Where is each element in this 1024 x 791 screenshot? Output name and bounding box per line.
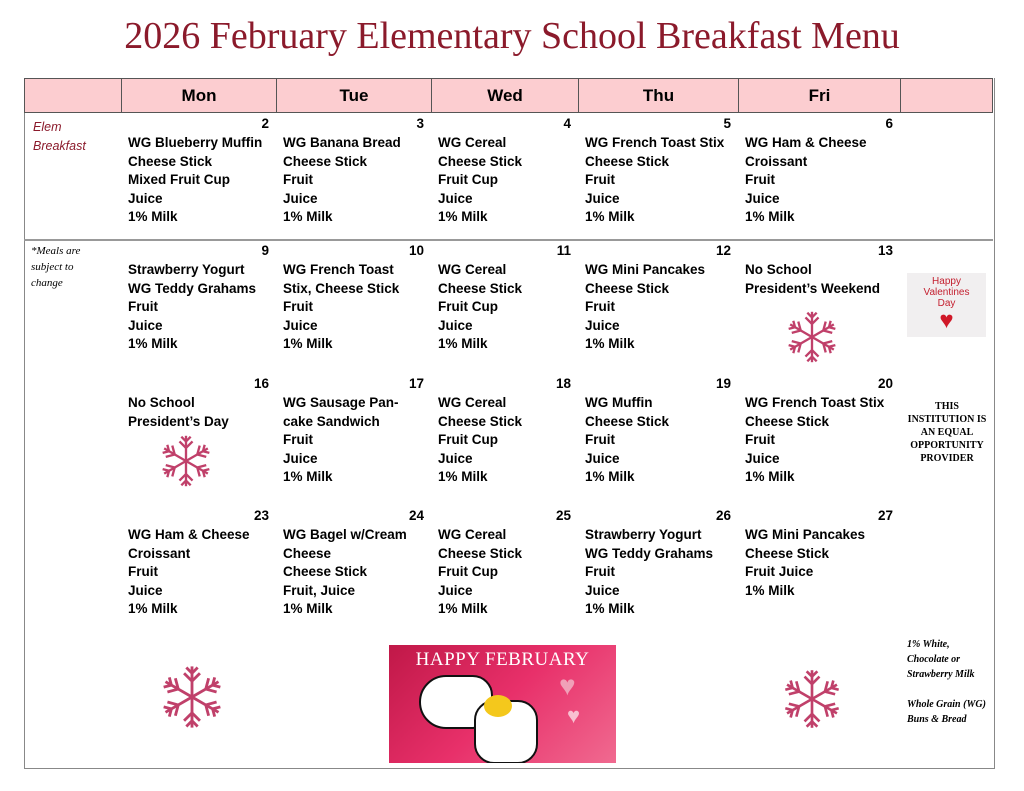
menu-item: WG Cereal <box>438 262 507 277</box>
menu-item: WG Teddy Grahams <box>585 545 714 561</box>
menu-item: WG French Toast Stix <box>585 135 725 150</box>
day-number: 9 <box>261 243 269 258</box>
menu-item: Juice <box>585 450 620 466</box>
day-number: 6 <box>885 116 893 131</box>
menu-item: Croissant <box>128 545 191 561</box>
menu-item: Fruit Cup <box>438 172 498 188</box>
heart-icon: ♥ <box>567 703 581 728</box>
menu-item: 1% Milk <box>745 209 795 225</box>
menu-item: 1% Milk <box>283 469 333 485</box>
menu-item: WG Cereal <box>438 395 507 410</box>
menu-item: Juice <box>745 190 780 206</box>
day-cell <box>430 508 577 619</box>
banner-text: HAPPY FEBRUARY <box>415 649 590 670</box>
menu-item: Fruit Cup <box>438 299 498 315</box>
menu-item: 1% Milk <box>438 601 488 617</box>
day-number: 10 <box>408 243 424 258</box>
menu-item: Cheese Stick <box>745 545 830 561</box>
menu-item: WG Cereal <box>438 527 507 542</box>
menu-item: Juice <box>438 582 473 598</box>
menu-item: 1% Milk <box>128 209 178 225</box>
menu-item: President’s Day <box>128 413 229 429</box>
menu-item: Fruit, Juice <box>283 582 356 598</box>
menu-item: 1% Milk <box>283 209 333 225</box>
menu-item: Croissant <box>745 153 808 169</box>
header-mon: Mon <box>121 79 276 112</box>
day-number: 13 <box>877 243 893 258</box>
day-number: 25 <box>555 508 571 523</box>
menu-item: Fruit Cup <box>438 432 498 448</box>
menu-item: Cheese Stick <box>128 153 213 169</box>
menu-item: Juice <box>585 582 620 598</box>
day-number: 27 <box>877 508 893 523</box>
milk-note: 1% White, Chocolate or Strawberry Milk <box>907 639 975 680</box>
menu-item: Cheese Stick <box>745 413 830 429</box>
day-number: 19 <box>715 376 731 391</box>
day-number: 16 <box>253 376 269 391</box>
day-cell <box>577 376 737 487</box>
heart-icon: ♥ <box>939 307 954 334</box>
day-number: 3 <box>416 116 424 131</box>
menu-item: Fruit <box>745 172 775 188</box>
menu-item: Juice <box>283 190 318 206</box>
day-number: 4 <box>563 116 571 131</box>
menu-item: Fruit <box>283 432 313 448</box>
menu-item: WG Sausage Pan- <box>283 395 399 410</box>
menu-item: Strawberry Yogurt <box>585 527 702 542</box>
valentine-text: Day <box>937 298 956 309</box>
day-number: 11 <box>556 243 571 258</box>
day-cell <box>120 243 275 354</box>
menu-item: 1% Milk <box>585 601 635 617</box>
day-cell <box>275 116 430 227</box>
week-divider <box>24 239 993 241</box>
day-cell <box>275 508 430 619</box>
woodstock-figure <box>484 695 512 717</box>
menu-item: Juice <box>585 317 620 333</box>
menu-item: 1% Milk <box>585 209 635 225</box>
day-number: 20 <box>877 376 893 391</box>
menu-item: WG Cereal <box>438 135 507 150</box>
day-cell <box>737 243 899 298</box>
happy-february-image <box>389 645 616 763</box>
menu-item: Stix, Cheese Stick <box>283 280 400 296</box>
header-blank <box>900 79 993 112</box>
day-cell <box>737 116 899 227</box>
valentine-text: Happy <box>932 276 961 287</box>
day-number: 24 <box>408 508 424 523</box>
menu-item: Juice <box>438 190 473 206</box>
menu-item: Juice <box>585 190 620 206</box>
day-cell <box>430 243 577 354</box>
menu-item: Cheese Stick <box>585 413 670 429</box>
menu-item: Mixed Fruit Cup <box>128 172 230 188</box>
menu-item: Cheese Stick <box>283 564 368 580</box>
valentines-image <box>907 273 986 337</box>
menu-item: Fruit <box>585 299 615 315</box>
menu-item: WG Blueberry Muffin <box>128 135 263 150</box>
menu-item: Cheese Stick <box>438 545 523 561</box>
day-header-row <box>24 78 993 113</box>
menu-item: 1% Milk <box>128 601 178 617</box>
menu-item: Juice <box>128 190 163 206</box>
menu-item: President’s Weekend <box>745 280 881 296</box>
menu-item: 1% Milk <box>283 601 333 617</box>
menu-item: Juice <box>438 450 473 466</box>
row-label-line1: Elem <box>33 120 62 134</box>
menu-item: WG Banana Bread <box>283 135 401 150</box>
menu-item: Juice <box>128 582 163 598</box>
snowflake-icon <box>158 662 226 732</box>
menu-item: Juice <box>283 450 318 466</box>
valentine-text: Valentines <box>923 287 970 298</box>
menu-item: 1% Milk <box>745 469 795 485</box>
menu-item: Fruit <box>585 432 615 448</box>
menu-item: Fruit <box>585 564 615 580</box>
menu-item: 1% Milk <box>128 336 178 352</box>
menu-item: WG Ham & Cheese <box>745 135 867 150</box>
menu-item: Fruit Cup <box>438 564 498 580</box>
menu-item: Fruit <box>283 172 313 188</box>
menu-item: Cheese Stick <box>585 153 670 169</box>
menu-item: 1% Milk <box>438 336 488 352</box>
day-cell <box>275 376 430 487</box>
snowflake-icon <box>780 666 844 732</box>
snowflake-icon <box>158 430 214 492</box>
day-cell <box>120 508 275 619</box>
snowflake-icon <box>784 306 840 368</box>
menu-item: 1% Milk <box>745 582 795 598</box>
menu-item: Fruit <box>128 564 158 580</box>
day-cell <box>430 116 577 227</box>
day-cell <box>737 508 899 600</box>
meals-note: *Meals are subject to change <box>31 245 81 289</box>
equal-opportunity-statement: THIS INSTITUTION IS AN EQUAL OPPORTUNITY PROVIDER <box>907 401 987 464</box>
page-title: 2026 February Elementary School Breakfast Menu <box>124 15 900 57</box>
day-number: 2 <box>261 116 269 131</box>
menu-item: Fruit <box>585 172 615 188</box>
grain-note: Whole Grain (WG) Buns & Bread <box>907 699 986 725</box>
menu-item: Cheese Stick <box>438 413 523 429</box>
header-fri: Fri <box>738 79 900 112</box>
menu-item: WG Bagel w/Cream <box>283 527 407 542</box>
menu-item: WG Mini Pancakes <box>585 262 706 277</box>
menu-item: Juice <box>745 450 780 466</box>
menu-item: Juice <box>283 317 318 333</box>
day-cell <box>577 243 737 354</box>
day-number: 23 <box>253 508 269 523</box>
day-cell <box>275 243 430 354</box>
menu-item: 1% Milk <box>585 469 635 485</box>
day-cell <box>577 116 737 227</box>
menu-item: Juice <box>128 317 163 333</box>
menu-item: Cheese Stick <box>438 280 523 296</box>
menu-item: Cheese <box>283 545 332 561</box>
day-number: 5 <box>723 116 731 131</box>
row-label-line2: Breakfast <box>33 139 86 153</box>
day-cell <box>577 508 737 619</box>
day-number: 17 <box>408 376 424 391</box>
day-number: 26 <box>715 508 731 523</box>
day-cell <box>120 116 275 227</box>
day-number: 12 <box>715 243 731 258</box>
menu-item: 1% Milk <box>585 336 635 352</box>
menu-item: WG French Toast Stix <box>745 395 885 410</box>
day-number: 18 <box>555 376 571 391</box>
menu-item: 1% Milk <box>283 336 333 352</box>
menu-item: Fruit <box>745 432 775 448</box>
menu-item: Strawberry Yogurt <box>128 262 245 277</box>
menu-item: Cheese Stick <box>283 153 368 169</box>
day-cell <box>737 376 899 487</box>
menu-item: No School <box>128 395 195 410</box>
menu-item: Cheese Stick <box>438 153 523 169</box>
day-cell <box>430 376 577 487</box>
menu-item: WG French Toast <box>283 262 394 277</box>
menu-item: WG Ham & Cheese <box>128 527 250 542</box>
menu-item: Fruit <box>128 299 158 315</box>
menu-item: cake Sandwich <box>283 413 380 429</box>
menu-item: No School <box>745 262 812 277</box>
heart-icon: ♥ <box>559 670 576 701</box>
menu-item: Cheese Stick <box>585 280 670 296</box>
menu-item: 1% Milk <box>438 209 488 225</box>
menu-item: Fruit Juice <box>745 564 814 580</box>
menu-item: Juice <box>438 317 473 333</box>
menu-item: Fruit <box>283 299 313 315</box>
row-label <box>33 118 86 156</box>
day-cell <box>120 376 275 431</box>
menu-item: WG Teddy Grahams <box>128 280 257 296</box>
menu-item: WG Muffin <box>585 395 653 410</box>
header-tue: Tue <box>276 79 431 112</box>
header-wed: Wed <box>431 79 578 112</box>
menu-item: 1% Milk <box>438 469 488 485</box>
header-thu: Thu <box>578 79 738 112</box>
menu-item: WG Mini Pancakes <box>745 527 866 542</box>
